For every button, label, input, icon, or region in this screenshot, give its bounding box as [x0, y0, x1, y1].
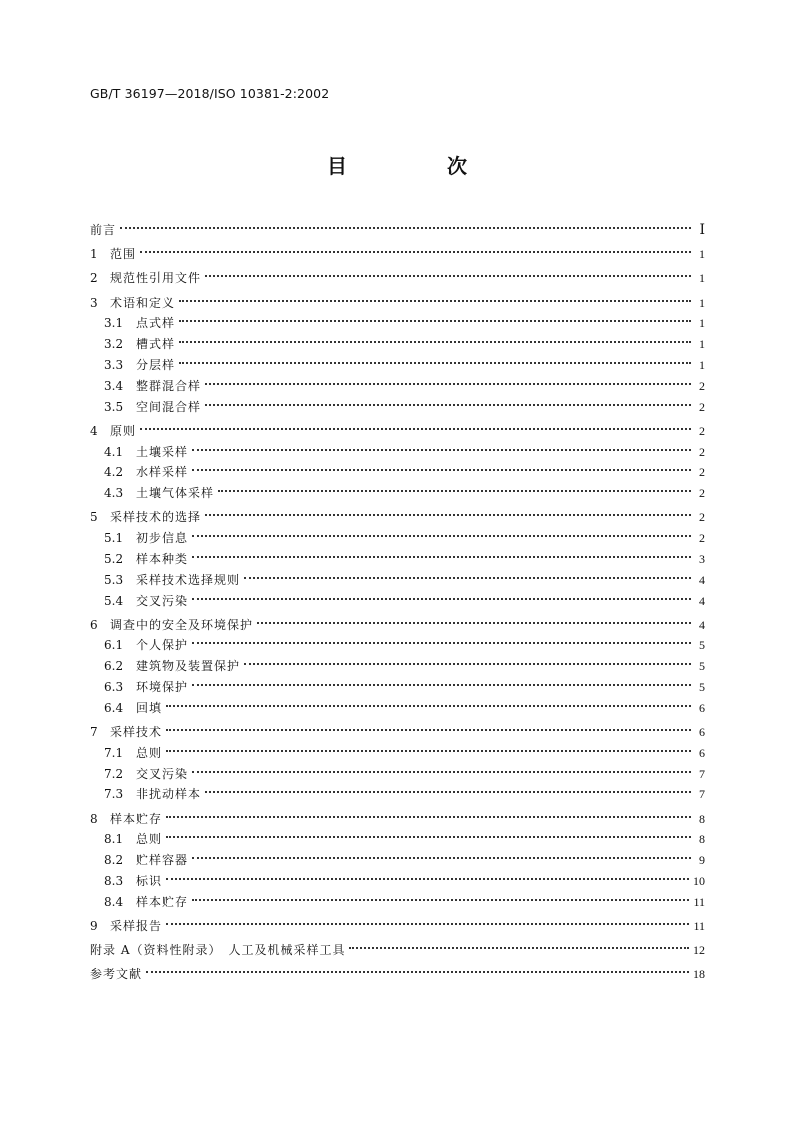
toc-entry[interactable] — [90, 349, 705, 370]
toc-entry-page-number: 4 — [699, 593, 705, 608]
toc-entry-page-number: 6 — [699, 745, 705, 760]
toc-entry-page-number: 2 — [699, 399, 705, 414]
toc-leader-dots — [205, 370, 691, 390]
toc-entry[interactable] — [90, 910, 705, 934]
toc-entry-number: 7.1 — [104, 745, 124, 760]
toc-entry-title: 槽式样 — [136, 337, 176, 352]
toc-leader-dots — [192, 585, 691, 605]
page-title: 目 次 — [327, 154, 507, 178]
toc-leader-dots — [179, 328, 691, 348]
toc-entry-title: 附录 A（资料性附录） 人工及机械采样工具 — [90, 943, 346, 958]
toc-entry-title: 采样技术的选择 — [110, 510, 202, 525]
toc-leader-dots — [140, 415, 691, 435]
toc-leader-dots — [244, 650, 691, 670]
toc-leader-dots — [166, 716, 691, 736]
toc-leader-dots — [192, 671, 691, 691]
toc-leader-dots — [140, 238, 691, 258]
toc-entry[interactable] — [90, 958, 705, 982]
toc-entry[interactable] — [90, 934, 705, 958]
toc-entry-number: 1 — [90, 247, 98, 262]
toc-entry-title: 样本贮存 — [110, 811, 163, 826]
toc-entry-page-number: 2 — [699, 444, 705, 459]
toc-entry-title: 环境保护 — [136, 680, 189, 695]
toc-entry[interactable] — [90, 501, 705, 525]
toc-entry-title: 空间混合样 — [136, 399, 202, 414]
toc-entry[interactable] — [90, 737, 705, 758]
toc-leader-dots — [205, 501, 691, 521]
toc-entry-title: 参考文献 — [90, 967, 143, 982]
toc-leader-dots — [257, 609, 691, 629]
toc-entry-title: 交叉污染 — [136, 766, 189, 781]
toc-entry-page-number: 2 — [699, 510, 705, 525]
toc-entry-title: 样本贮存 — [136, 894, 189, 909]
toc-entry[interactable] — [90, 865, 705, 889]
toc-leader-dots — [192, 886, 689, 906]
toc-entry-title: 个人保护 — [136, 638, 189, 653]
toc-entry-page-number: 3 — [699, 551, 705, 566]
toc-entry-number: 6.2 — [104, 659, 124, 674]
toc-leader-dots — [179, 349, 691, 369]
toc-entry-number: 6 — [90, 617, 98, 632]
toc-entry-page-number: 4 — [699, 617, 705, 632]
toc-leader-dots — [146, 958, 689, 978]
toc-entry-number: 8 — [90, 811, 98, 826]
toc-entry-page-number: 7 — [699, 787, 705, 802]
toc-entry-page-number: 5 — [699, 659, 705, 674]
toc-leader-dots — [192, 629, 691, 649]
toc-entry-page-number: 11 — [693, 919, 705, 934]
standard-code: GB/T 36197—2018/ISO 10381-2:2002 — [90, 86, 330, 101]
toc-entry-title: 建筑物及装置保护 — [136, 659, 241, 674]
toc-entry-page-number: 18 — [693, 967, 705, 982]
toc-leader-dots — [166, 865, 689, 885]
table-of-contents — [90, 214, 705, 982]
toc-entry-title: 采样技术 — [110, 725, 163, 740]
toc-entry-title: 术语和定义 — [110, 295, 176, 310]
toc-entry-title: 原则 — [110, 423, 137, 438]
toc-entry-number: 3.2 — [104, 337, 124, 352]
toc-entry-page-number: 2 — [699, 423, 705, 438]
toc-leader-dots — [205, 778, 691, 798]
toc-leader-dots — [192, 436, 691, 456]
toc-entry-title: 非扰动样本 — [136, 787, 202, 802]
toc-entry-title: 整群混合样 — [136, 378, 202, 393]
toc-entry-title: 规范性引用文件 — [110, 271, 202, 286]
toc-entry-page-number: 6 — [699, 700, 705, 715]
toc-entry-number: 2 — [90, 271, 98, 286]
toc-entry-page-number: Ⅰ — [699, 223, 705, 238]
toc-entry-page-number: 5 — [699, 680, 705, 695]
toc-leader-dots — [192, 522, 691, 542]
toc-leader-dots — [166, 803, 691, 823]
toc-entry-number: 7 — [90, 725, 98, 740]
toc-entry-page-number: 4 — [699, 572, 705, 587]
toc-entry-page-number: 2 — [699, 378, 705, 393]
standard-code-header — [90, 86, 329, 101]
toc-entry[interactable] — [90, 844, 705, 868]
toc-entry-title: 贮样容器 — [136, 853, 189, 868]
toc-entry[interactable] — [90, 262, 705, 286]
toc-entry-number: 7.3 — [104, 787, 124, 802]
toc-entry[interactable] — [90, 328, 705, 352]
toc-entry[interactable] — [90, 716, 705, 740]
toc-entry-number: 4.2 — [104, 465, 124, 480]
toc-entry-number: 6.1 — [104, 638, 124, 653]
toc-leader-dots — [205, 391, 691, 411]
toc-entry-number: 6.4 — [104, 700, 124, 715]
toc-entry-page-number: 2 — [699, 531, 705, 546]
toc-entry-number: 3.3 — [104, 357, 124, 372]
toc-entry-number: 5.2 — [104, 551, 124, 566]
toc-leader-dots — [120, 214, 691, 234]
toc-entry-number: 4 — [90, 423, 98, 438]
toc-entry-number: 5.1 — [104, 531, 124, 546]
toc-entry-title: 总则 — [136, 832, 163, 847]
toc-entry-number: 9 — [90, 919, 98, 934]
toc-leader-dots — [179, 307, 691, 327]
toc-entry-title: 采样技术选择规则 — [136, 572, 241, 587]
toc-entry-page-number: 10 — [693, 874, 705, 889]
toc-entry-page-number: 1 — [699, 337, 705, 352]
toc-entry[interactable] — [90, 415, 705, 436]
toc-entry-title: 回填 — [136, 700, 163, 715]
toc-entry-number: 4.3 — [104, 486, 124, 501]
toc-entry-title: 标识 — [136, 874, 163, 889]
toc-leader-dots — [166, 692, 691, 712]
toc-leader-dots — [192, 758, 691, 778]
toc-entry-title: 样本种类 — [136, 551, 189, 566]
toc-entry-number: 3.1 — [104, 316, 124, 331]
toc-entry-page-number: 1 — [699, 295, 705, 310]
toc-entry[interactable] — [90, 214, 705, 238]
toc-entry-number: 5 — [90, 510, 98, 525]
toc-leader-dots — [349, 934, 689, 954]
toc-leader-dots — [192, 456, 691, 476]
toc-entry-number: 5.3 — [104, 572, 124, 587]
toc-leader-dots — [205, 262, 691, 282]
toc-entry-title: 交叉污染 — [136, 593, 189, 608]
toc-entry-page-number: 2 — [699, 465, 705, 480]
toc-entry-page-number: 12 — [693, 943, 705, 958]
toc-leader-dots — [166, 737, 691, 757]
toc-entry-number: 3 — [90, 295, 98, 310]
toc-entry-number: 8.4 — [104, 894, 124, 909]
toc-entry-number: 4.1 — [104, 444, 124, 459]
toc-entry-page-number: 1 — [699, 316, 705, 331]
toc-entry-title: 土壤气体采样 — [136, 486, 215, 501]
toc-entry-title: 点式样 — [136, 316, 176, 331]
toc-entry-number: 7.2 — [104, 766, 124, 781]
toc-entry[interactable] — [90, 370, 705, 391]
toc-entry[interactable] — [90, 307, 705, 331]
toc-entry[interactable] — [90, 886, 705, 907]
toc-entry[interactable] — [90, 758, 705, 779]
toc-leader-dots — [179, 287, 691, 307]
toc-entry[interactable] — [90, 803, 705, 824]
toc-entry[interactable] — [90, 692, 705, 713]
toc-entry-title: 初步信息 — [136, 531, 189, 546]
toc-leader-dots — [166, 823, 691, 843]
toc-entry-title: 总则 — [136, 745, 163, 760]
toc-entry-number: 3.5 — [104, 399, 124, 414]
toc-entry[interactable] — [90, 609, 705, 630]
toc-entry-page-number: 6 — [699, 725, 705, 740]
toc-entry[interactable] — [90, 436, 705, 457]
toc-entry-title: 土壤采样 — [136, 444, 189, 459]
toc-leader-dots — [218, 477, 691, 497]
toc-entry-page-number: 2 — [699, 486, 705, 501]
toc-entry-number: 6.3 — [104, 680, 124, 695]
toc-entry-page-number: 1 — [699, 247, 705, 262]
toc-entry-number: 8.2 — [104, 853, 124, 868]
toc-entry-title: 分层样 — [136, 357, 176, 372]
toc-leader-dots — [192, 543, 691, 563]
toc-entry-page-number: 7 — [699, 766, 705, 781]
toc-entry-number: 8.1 — [104, 832, 124, 847]
toc-entry[interactable] — [90, 823, 705, 847]
toc-leader-dots — [244, 564, 691, 584]
toc-leader-dots — [192, 844, 691, 864]
toc-entry-page-number: 1 — [699, 357, 705, 372]
toc-entry-number: 3.4 — [104, 378, 124, 393]
toc-entry-title: 范围 — [110, 247, 137, 262]
toc-entry-page-number: 8 — [699, 811, 705, 826]
toc-entry-title: 水样采样 — [136, 465, 189, 480]
toc-entry-number: 8.3 — [104, 874, 124, 889]
toc-entry[interactable] — [90, 238, 705, 262]
toc-entry-title: 采样报告 — [110, 919, 163, 934]
toc-entry-number: 5.4 — [104, 593, 124, 608]
toc-entry-page-number: 1 — [699, 271, 705, 286]
toc-entry-page-number: 9 — [699, 853, 705, 868]
toc-entry-title: 调查中的安全及环境保护 — [110, 617, 254, 632]
toc-leader-dots — [166, 910, 689, 930]
toc-entry-page-number: 11 — [693, 894, 705, 909]
toc-entry-title: 前言 — [90, 223, 117, 237]
toc-entry[interactable] — [90, 287, 705, 308]
toc-entry-page-number: 5 — [699, 638, 705, 653]
toc-entry-page-number: 8 — [699, 832, 705, 847]
